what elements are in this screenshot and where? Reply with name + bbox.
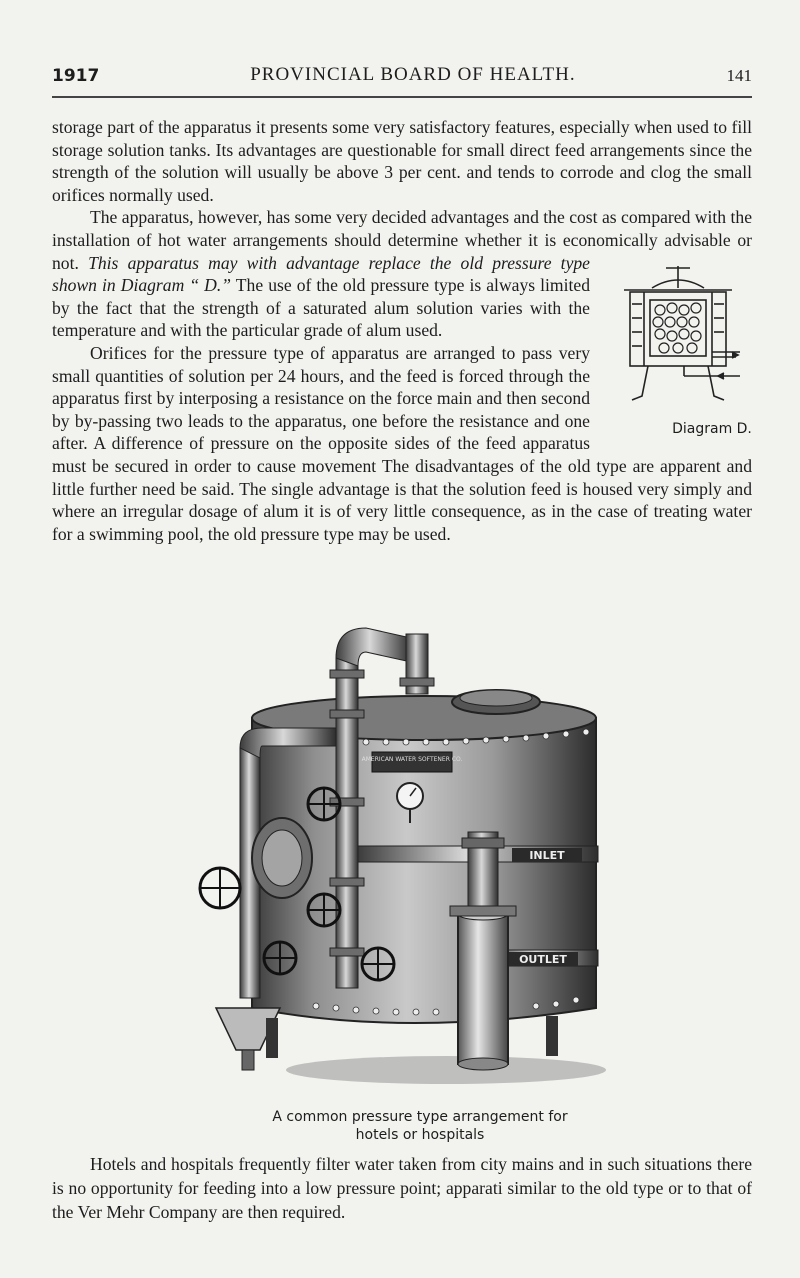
header-year: 1917	[52, 66, 100, 86]
main-text	[52, 116, 752, 545]
closing-text	[52, 1152, 752, 1224]
page-number: 141	[726, 66, 752, 85]
paragraph-2-tail: The use of the old pressure type is always limited by the fact that the strength of a saturated alum solution varies with the temperature and with the particular grade of alum used.	[52, 275, 590, 341]
paragraph-3: Orifices for the pressure type of apparatus are arranged to pass very small quantities of solution per 24 hours, and the feed is forced through the apparatus first by interposing a resistance on the force main and then second by by-passing two leads to the apparatus, one before the resistance and one after. A difference of pressure on the opposite sides of the feed apparatus must be secured in order to cause movement The disadvantages of the old type are apparent and little further need be said. The single advantage is that the solution feed is housed very simply and where an irregular dosage of alum it is of very little consequence, as in the case of treating water for a swimming pool, the old pressure type may be used.	[52, 342, 752, 544]
paragraph-2	[52, 206, 752, 437]
inlet-label: INLET	[529, 849, 565, 862]
running-header	[52, 58, 752, 86]
paragraph-2-lead: The apparatus, however, has some very decided advantages and the cost as compared with the installation of hot water arrangements should determine whether it is economically advisable or not.	[52, 207, 752, 273]
paragraph-1: storage part of the apparatus it presents some very satisfactory features, especially when used to fill storage solution tanks. Its advantages are questionable for small direct feed arrangements since the strength of the solution will usually be above 3 per cent. and tends to corrode and clog the small orifices normally used.	[52, 117, 752, 205]
paragraph-2-italic: This apparatus may with advantage replace the old pressure type shown in Diagram “ D.”	[52, 252, 590, 296]
header-title: PROVINCIAL BOARD OF HEALTH.	[250, 64, 576, 85]
diagram-d	[604, 260, 752, 438]
pressure-apparatus-photo	[196, 618, 616, 1088]
nameplate-text: AMERICAN WATER SOFTENER CO.	[361, 756, 463, 763]
paragraph-4: Hotels and hospitals frequently filter water taken from city mains and in such situations there is no opportunity for feeding into a low pressure point; apparati similar to the old type or to that of the Ver Mehr Company are then required.	[52, 1154, 752, 1222]
header-rule	[52, 96, 752, 98]
outlet-label: OUTLET	[519, 953, 567, 966]
diagram-caption: Diagram D.	[672, 420, 752, 437]
photo-caption: A common pressure type arrangement for hotels or hospitals	[272, 1109, 568, 1143]
diagram-d-drawing	[604, 260, 752, 420]
